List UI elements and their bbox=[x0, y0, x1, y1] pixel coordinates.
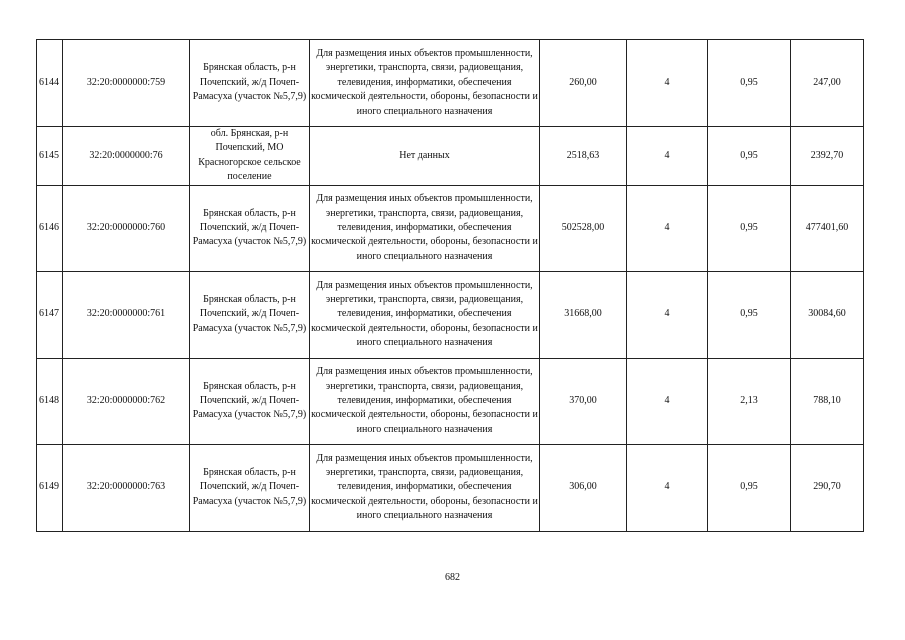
area-cell: 502528,00 bbox=[540, 185, 627, 271]
purpose-cell: Для размещения иных объектов промышленности, энергетики, транспорта, связи, радиовещания, телевидения, информатики, обеспечения космической деятельности, обороны, безопасности и иного специального назначения bbox=[310, 40, 540, 127]
address-cell: Брянская область, р-н Почепский, ж/д Почеп-Рамасуха (участок №5,7,9) bbox=[190, 40, 310, 127]
coefficient-cell: 0,95 bbox=[708, 271, 791, 358]
row-number: 6145 bbox=[37, 127, 63, 186]
value-cell: 788,10 bbox=[791, 358, 864, 444]
coefficient-cell: 0,95 bbox=[708, 185, 791, 271]
row-number: 6148 bbox=[37, 358, 63, 444]
table-row bbox=[37, 358, 864, 444]
table-row bbox=[37, 444, 864, 531]
area-cell: 370,00 bbox=[540, 358, 627, 444]
cadastral-number: 32:20:0000000:763 bbox=[63, 444, 190, 531]
category-cell: 4 bbox=[627, 358, 708, 444]
cadastral-number: 32:20:0000000:759 bbox=[63, 40, 190, 127]
purpose-cell: Нет данных bbox=[310, 127, 540, 186]
area-cell: 260,00 bbox=[540, 40, 627, 127]
table-row bbox=[37, 40, 864, 127]
purpose-cell: Для размещения иных объектов промышленности, энергетики, транспорта, связи, радиовещания, телевидения, информатики, обеспечения космической деятельности, обороны, безопасности и иного специального назначения bbox=[310, 358, 540, 444]
area-cell: 306,00 bbox=[540, 444, 627, 531]
address-cell: обл. Брянская, р-н Почепский, МО Красногорское сельское поселение bbox=[190, 127, 310, 186]
address-cell: Брянская область, р-н Почепский, ж/д Почеп-Рамасуха (участок №5,7,9) bbox=[190, 185, 310, 271]
table-row bbox=[37, 185, 864, 271]
row-number: 6149 bbox=[37, 444, 63, 531]
table-row bbox=[37, 127, 864, 186]
value-cell: 2392,70 bbox=[791, 127, 864, 186]
coefficient-cell: 0,95 bbox=[708, 40, 791, 127]
row-number: 6146 bbox=[37, 185, 63, 271]
cadastral-number: 32:20:0000000:760 bbox=[63, 185, 190, 271]
purpose-cell: Для размещения иных объектов промышленности, энергетики, транспорта, связи, радиовещания, телевидения, информатики, обеспечения космической деятельности, обороны, безопасности и иного специального назначения bbox=[310, 444, 540, 531]
coefficient-cell: 0,95 bbox=[708, 127, 791, 186]
category-cell: 4 bbox=[627, 271, 708, 358]
category-cell: 4 bbox=[627, 127, 708, 186]
category-cell: 4 bbox=[627, 444, 708, 531]
row-number: 6147 bbox=[37, 271, 63, 358]
page-number: 682 bbox=[445, 572, 460, 583]
land-registry-table bbox=[36, 39, 864, 532]
coefficient-cell: 2,13 bbox=[708, 358, 791, 444]
category-cell: 4 bbox=[627, 40, 708, 127]
value-cell: 290,70 bbox=[791, 444, 864, 531]
area-cell: 31668,00 bbox=[540, 271, 627, 358]
area-cell: 2518,63 bbox=[540, 127, 627, 186]
address-cell: Брянская область, р-н Почепский, ж/д Почеп-Рамасуха (участок №5,7,9) bbox=[190, 358, 310, 444]
address-cell: Брянская область, р-н Почепский, ж/д Почеп-Рамасуха (участок №5,7,9) bbox=[190, 444, 310, 531]
value-cell: 30084,60 bbox=[791, 271, 864, 358]
address-cell: Брянская область, р-н Почепский, ж/д Почеп-Рамасуха (участок №5,7,9) bbox=[190, 271, 310, 358]
table-row bbox=[37, 271, 864, 358]
cadastral-number: 32:20:0000000:76 bbox=[63, 127, 190, 186]
value-cell: 477401,60 bbox=[791, 185, 864, 271]
coefficient-cell: 0,95 bbox=[708, 444, 791, 531]
cadastral-number: 32:20:0000000:761 bbox=[63, 271, 190, 358]
value-cell: 247,00 bbox=[791, 40, 864, 127]
purpose-cell: Для размещения иных объектов промышленности, энергетики, транспорта, связи, радиовещания, телевидения, информатики, обеспечения космической деятельности, обороны, безопасности и иного специального назначения bbox=[310, 185, 540, 271]
cadastral-number: 32:20:0000000:762 bbox=[63, 358, 190, 444]
purpose-cell: Для размещения иных объектов промышленности, энергетики, транспорта, связи, радиовещания, телевидения, информатики, обеспечения космической деятельности, обороны, безопасности и иного специального назначения bbox=[310, 271, 540, 358]
category-cell: 4 bbox=[627, 185, 708, 271]
row-number: 6144 bbox=[37, 40, 63, 127]
